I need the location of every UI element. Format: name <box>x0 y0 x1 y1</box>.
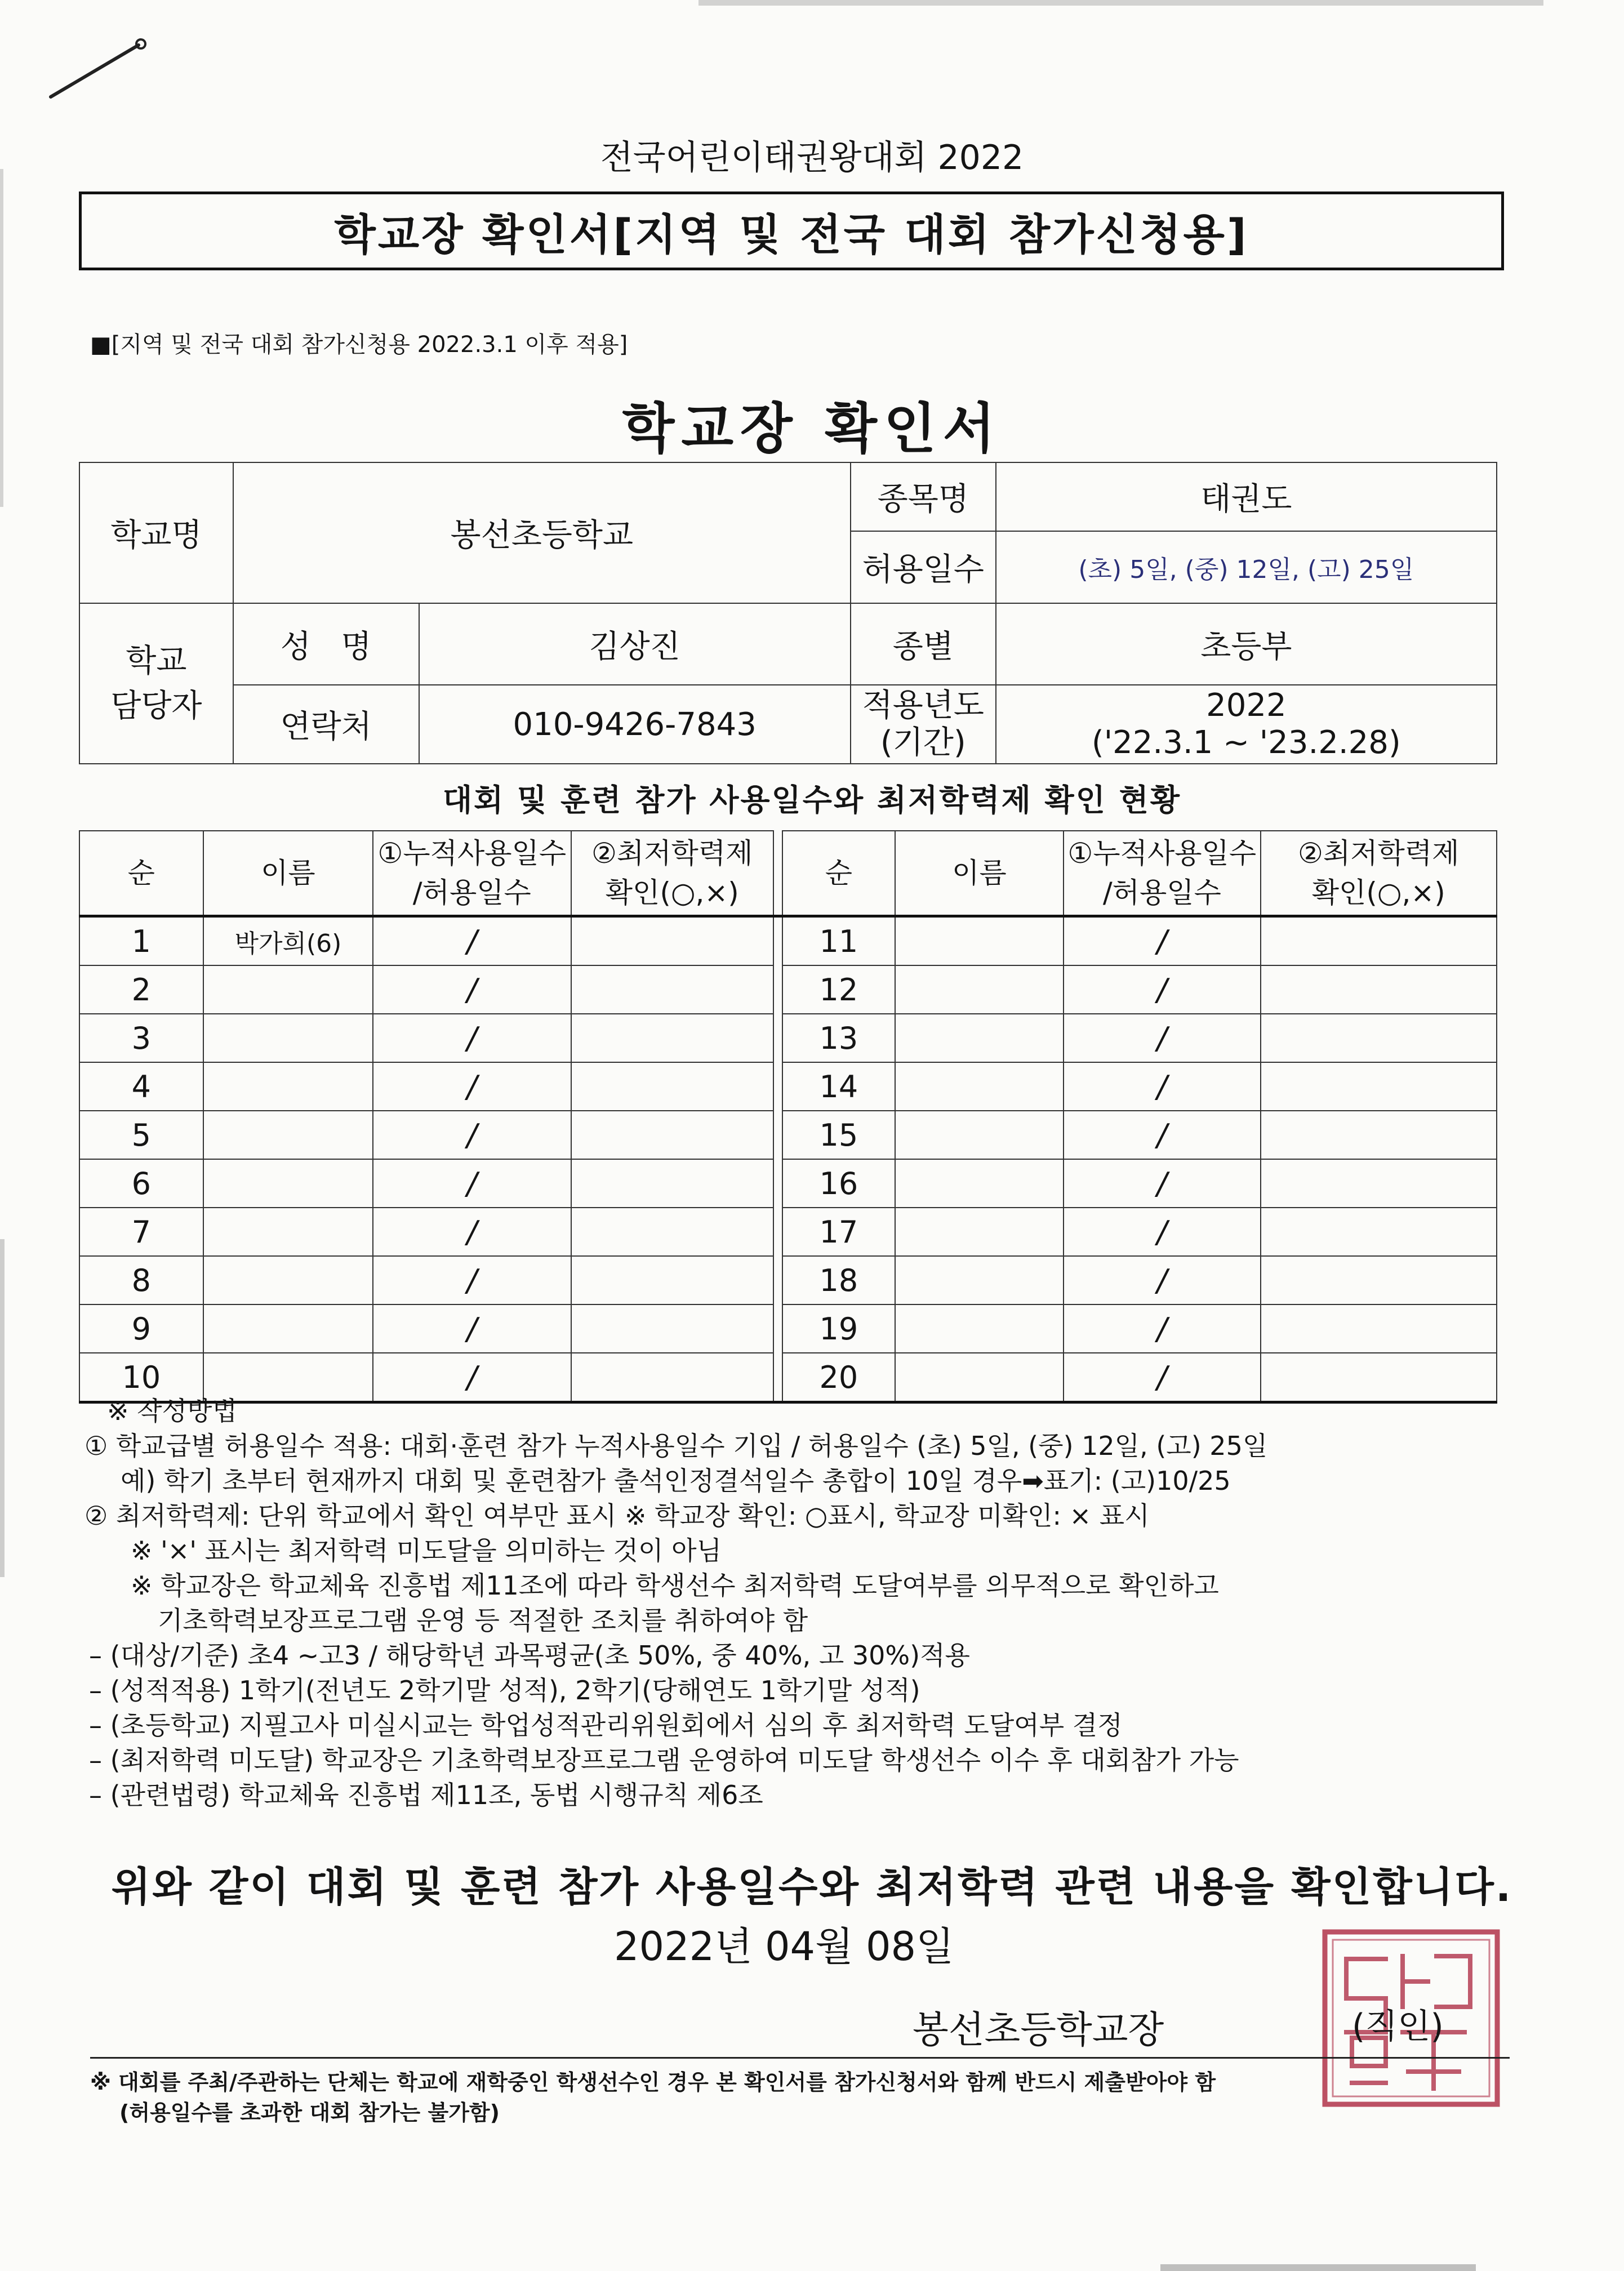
event-value: 태권도 <box>996 462 1497 531</box>
academic-check <box>1261 916 1497 966</box>
academic-check <box>1261 1304 1497 1353</box>
academic-check <box>571 1304 774 1353</box>
participant-name <box>203 965 373 1014</box>
contact-label: 연락처 <box>233 685 419 764</box>
instruction-line: – (초등학교) 지필고사 미실시교는 학업성적관리위원회에서 심의 후 최저학력 도달여부 결정 <box>89 1710 1123 1740</box>
form-title-box <box>79 192 1504 270</box>
header-days: ①누적사용일수 /허용일수 <box>373 831 571 916</box>
days-used: / <box>373 1304 571 1353</box>
days-used: / <box>373 1208 571 1256</box>
row-number: 1 <box>79 916 203 966</box>
header-no-right: 순 <box>782 831 895 916</box>
instruction-line: – (최저학력 미도달) 학교장은 기초학력보장프로그램 운영하여 미도달 학생선수 이수 후 대회참가 가능 <box>89 1745 1239 1775</box>
apply-year-label: 적용년도 (기간) <box>851 685 996 764</box>
header-academic: ②최저학력제 확인(○,×) <box>571 831 774 916</box>
row-number: 4 <box>79 1062 203 1111</box>
column-gap <box>773 1014 782 1062</box>
academic-check <box>571 1062 774 1111</box>
row-number: 6 <box>79 1159 203 1208</box>
scan-edge-bottom <box>1160 2260 1476 2271</box>
academic-check <box>571 916 774 966</box>
academic-check <box>571 1159 774 1208</box>
table-row <box>79 1014 1497 1062</box>
seal-label: (직인) <box>1352 2007 1444 2046</box>
column-gap <box>773 916 782 966</box>
staple-mark <box>44 34 157 107</box>
participant-name <box>895 965 1064 1014</box>
row-number: 18 <box>782 1256 895 1304</box>
days-used: / <box>1064 1062 1260 1111</box>
academic-check <box>571 1208 774 1256</box>
participant-name <box>895 1111 1064 1159</box>
manager-label: 학교 담당자 <box>79 603 233 764</box>
academic-check <box>1261 1256 1497 1304</box>
participant-name <box>895 1062 1064 1111</box>
academic-check <box>1261 1014 1497 1062</box>
days-used: / <box>1064 1256 1260 1304</box>
apply-year-value: 2022 ('22.3.1 ~ '23.2.28) <box>996 685 1497 764</box>
days-used: / <box>373 1111 571 1159</box>
participant-name <box>895 916 1064 966</box>
instruction-line: ※ 학교장은 학교체육 진흥법 제11조에 따라 학생선수 최저학력 도달여부를 의무적으로 확인하고 <box>131 1570 1219 1601</box>
participant-name <box>895 1014 1064 1062</box>
school-info-table <box>79 462 1497 764</box>
days-used: / <box>373 1062 571 1111</box>
row-number: 2 <box>79 965 203 1014</box>
instruction-line: ① 학교급별 허용일수 적용: 대회·훈련 참가 누적사용일수 기입 / 허용일수 (초) 5일, (중) 12일, (고) 25일 <box>84 1431 1268 1461</box>
row-number: 15 <box>782 1111 895 1159</box>
principal-name: 봉선초등학교장 <box>913 2008 1164 2051</box>
row-number: 8 <box>79 1256 203 1304</box>
header-academic-right: ②최저학력제 확인(○,×) <box>1261 831 1497 916</box>
column-gap <box>773 1062 782 1111</box>
academic-check <box>1261 965 1497 1014</box>
division-label: 종별 <box>851 603 996 685</box>
usage-table-title: 대회 및 훈련 참가 사용일수와 최저학력제 확인 현황 <box>442 782 1182 818</box>
allowed-days-label: 허용일수 <box>851 531 996 603</box>
instructions-heading: ※ 작성방법 <box>107 1396 237 1426</box>
row-number: 17 <box>782 1208 895 1256</box>
row-number: 14 <box>782 1062 895 1111</box>
participant-rows <box>79 916 1497 1402</box>
participant-table <box>79 830 1497 1404</box>
instruction-line: – (관련법령) 학교체육 진흥법 제11조, 동법 시행규칙 제6조 <box>89 1780 763 1810</box>
academic-check <box>1261 1062 1497 1111</box>
row-number: 20 <box>782 1353 895 1402</box>
days-used: / <box>1064 965 1260 1014</box>
table-row <box>79 916 1497 966</box>
manager-name-label: 성 명 <box>233 603 419 685</box>
footer-line-2: (허용일수를 초과한 대회 참가는 불가함) <box>119 2100 500 2125</box>
confirmation-statement: 위와 같이 대회 및 훈련 참가 사용일수와 최저학력 관련 내용을 확인합니다. <box>111 1863 1513 1911</box>
participant-name <box>203 1208 373 1256</box>
school-name-value: 봉선초등학교 <box>233 462 851 603</box>
days-used: / <box>1064 916 1260 966</box>
column-gap <box>773 1111 782 1159</box>
column-gap <box>773 831 782 916</box>
table-row <box>79 1304 1497 1353</box>
academic-check <box>1261 1111 1497 1159</box>
division-value: 초등부 <box>996 603 1497 685</box>
allowed-days-value: (초) 5일, (중) 12일, (고) 25일 <box>996 531 1497 603</box>
table-row <box>79 1111 1497 1159</box>
column-gap <box>773 1159 782 1208</box>
days-used: / <box>373 916 571 966</box>
academic-check <box>571 965 774 1014</box>
table-row <box>79 1062 1497 1111</box>
days-used: / <box>1064 1111 1260 1159</box>
participant-name <box>895 1256 1064 1304</box>
row-number: 12 <box>782 965 895 1014</box>
row-number: 11 <box>782 916 895 966</box>
days-used: / <box>1064 1353 1260 1402</box>
participant-name <box>203 1111 373 1159</box>
instruction-line: – (성적적용) 1학기(전년도 2학기말 성적), 2학기(당해연도 1학기말 성적) <box>89 1675 920 1706</box>
days-used: / <box>1064 1014 1260 1062</box>
days-used: / <box>373 1256 571 1304</box>
form-title: 학교장 확인서[지역 및 전국 대회 참가신청용] <box>334 209 1249 260</box>
contact-value: 010-9426-7843 <box>419 685 851 764</box>
participant-name <box>203 1256 373 1304</box>
days-used: / <box>1064 1208 1260 1256</box>
academic-check <box>571 1014 774 1062</box>
participant-name <box>895 1304 1064 1353</box>
instruction-line: – (대상/기준) 초4 ~고3 / 해당학년 과목평균(초 50%, 중 40%, 고 30%)적용 <box>89 1640 970 1671</box>
event-title: 전국어린이태권왕대회 2022 <box>600 138 1024 177</box>
instruction-line: 예) 학기 초부터 현재까지 대회 및 훈련참가 출석인정결석일수 총합이 10일 경우➡표기: (고)10/25 <box>121 1466 1231 1496</box>
participant-name <box>203 1304 373 1353</box>
days-used: / <box>373 1014 571 1062</box>
header-no: 순 <box>79 831 203 916</box>
scan-edge-top <box>698 0 1543 10</box>
table-row <box>79 1256 1497 1304</box>
academic-check <box>1261 1208 1497 1256</box>
header-name-right: 이름 <box>895 831 1064 916</box>
row-number: 5 <box>79 1111 203 1159</box>
participant-name: 박가희(6) <box>203 916 373 966</box>
academic-check <box>571 1256 774 1304</box>
academic-check <box>571 1111 774 1159</box>
row-number: 9 <box>79 1304 203 1353</box>
days-used: / <box>1064 1304 1260 1353</box>
participant-name <box>895 1159 1064 1208</box>
application-notice: ■[지역 및 전국 대회 참가신청용 2022.3.1 이후 적용] <box>90 332 628 358</box>
header-name: 이름 <box>203 831 373 916</box>
instruction-line: 기초학력보장프로그램 운영 등 적절한 조치를 취하여야 함 <box>158 1605 808 1636</box>
participant-name <box>203 1159 373 1208</box>
participant-name <box>895 1208 1064 1256</box>
footer-divider <box>90 2057 1510 2059</box>
academic-check <box>1261 1159 1497 1208</box>
row-number: 16 <box>782 1159 895 1208</box>
row-number: 7 <box>79 1208 203 1256</box>
table-row <box>79 1159 1497 1208</box>
row-number: 10 <box>79 1353 203 1402</box>
column-gap <box>773 965 782 1014</box>
row-number: 13 <box>782 1014 895 1062</box>
days-used: / <box>373 965 571 1014</box>
issue-date: 2022년 04월 08일 <box>614 1923 954 1970</box>
table-row <box>79 965 1497 1014</box>
event-label: 종목명 <box>851 462 996 531</box>
table-row <box>79 1208 1497 1256</box>
participant-name <box>203 1062 373 1111</box>
footer-line-1: ※ 대회를 주최/주관하는 단체는 학교에 재학중인 학생선수인 경우 본 확인서를 참가신청서와 함께 반드시 제출받아야 함 <box>90 2070 1216 2095</box>
document-title: 학교장 확인서 <box>622 397 1002 460</box>
manager-name-value: 김상진 <box>419 603 851 685</box>
participant-name <box>203 1014 373 1062</box>
days-used: / <box>373 1159 571 1208</box>
school-name-label: 학교명 <box>79 462 233 603</box>
instruction-line: ② 최저학력제: 단위 학교에서 확인 여부만 표시 ※ 학교장 확인: ○표시, 학교장 미확인: × 표시 <box>84 1500 1150 1531</box>
column-gap <box>773 1304 782 1353</box>
header-days-right: ①누적사용일수 /허용일수 <box>1064 831 1260 916</box>
column-gap <box>773 1256 782 1304</box>
column-gap <box>773 1208 782 1256</box>
days-used: / <box>373 1353 571 1402</box>
days-used: / <box>1064 1159 1260 1208</box>
row-number: 19 <box>782 1304 895 1353</box>
footer-note <box>90 2067 1532 2128</box>
instruction-line: ※ '×' 표시는 최저학력 미도달을 의미하는 것이 아님 <box>131 1535 722 1566</box>
row-number: 3 <box>79 1014 203 1062</box>
instructions <box>84 1393 1527 1813</box>
